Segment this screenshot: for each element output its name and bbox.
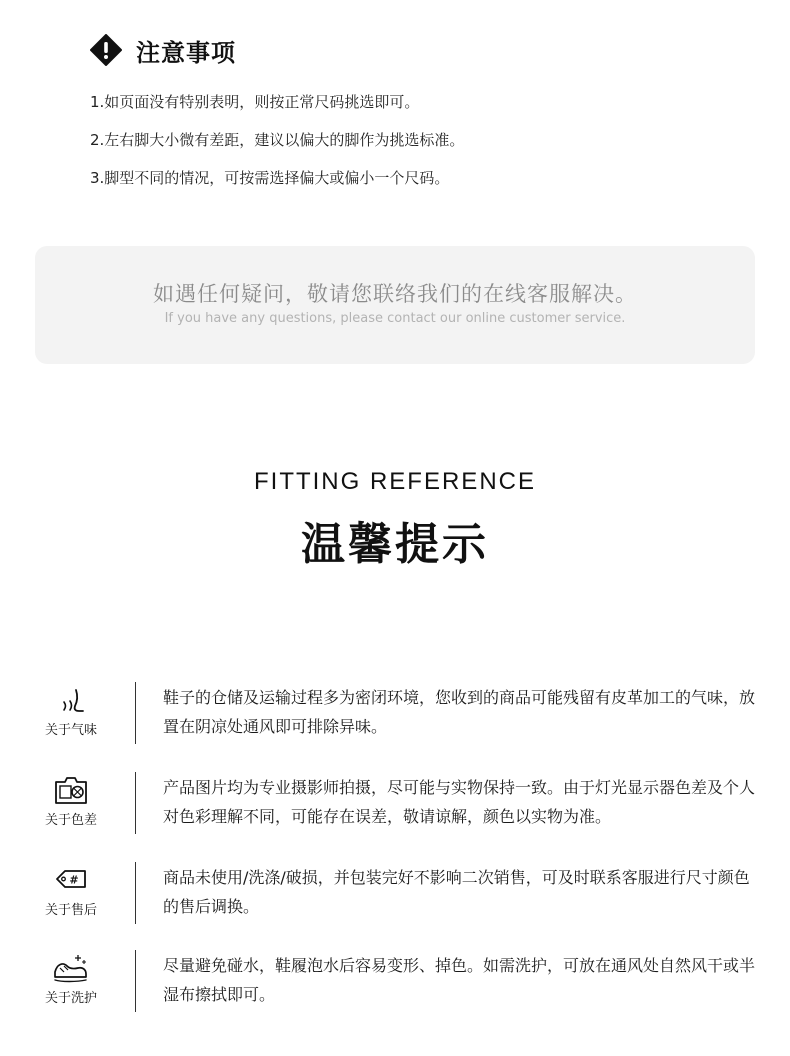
tip-text: 尽量避免碰水，鞋履泡水后容易变形、掉色。如需洗护，可放在通风处自然风干或半湿布擦拭即可。 [163,956,756,1004]
tip-label: 关于气味 [44,723,97,738]
warning-icon [90,34,122,66]
svg-text:#: # [69,873,79,887]
tip-row-aftersales [0,862,790,926]
tip-row-care [0,950,790,1014]
tip-label: 关于色差 [44,813,97,828]
camera-icon [51,772,91,808]
tip-icon-block [38,862,104,926]
tip-divider [135,862,136,924]
contact-box [35,246,755,364]
tip-label: 关于售后 [44,903,97,918]
contact-text-cn: 如遇任何疑问，敬请您联络我们的在线客服解决。 [153,282,637,306]
tip-text: 鞋子的仓储及运输过程多为密闭环境，您收到的商品可能残留有皮革加工的气味，放置在阴凉处通风即可排除异味。 [163,688,756,736]
tip-row-smell [0,682,790,746]
smell-icon [51,682,91,718]
tip-text: 商品未使用/洗涤/破损，并包装完好不影响二次销售，可及时联系客服进行尺寸颜色的售后调换。 [163,868,750,916]
notice-list [90,92,730,188]
contact-text-en: If you have any questions, please contact our online customer service. [164,311,626,326]
notice-item: 3.脚型不同的情况，可按需选择偏大或偏小一个尺码。 [90,169,450,187]
notice-header [90,30,730,70]
tip-icon-block [38,772,104,836]
tip-label: 关于洗护 [44,991,97,1006]
tip-divider [135,772,136,834]
tip-text: 产品图片均为专业摄影师拍摄，尽可能与实物保持一致。由于灯光显示器色差及个人对色彩理解不同，可能存在误差，敬请谅解，颜色以实物为准。 [163,778,756,826]
notice-section [90,30,730,206]
price-tag-icon [51,862,91,898]
tip-divider [135,950,136,1012]
notice-item: 2.左右脚大小微有差距，建议以偏大的脚作为挑选标准。 [90,131,465,149]
notice-title: 注意事项 [136,38,236,67]
fitting-title-cn: 温馨提示 [301,519,489,570]
notice-item: 1.如页面没有特别表明，则按正常尺码挑选即可。 [90,93,420,111]
tip-row-color [0,772,790,836]
tip-icon-block [38,950,104,1014]
tip-divider [135,682,136,744]
shoe-wash-icon [51,950,91,986]
tip-icon-block [38,682,104,746]
fitting-title-en: FITTING REFERENCE [253,468,536,495]
